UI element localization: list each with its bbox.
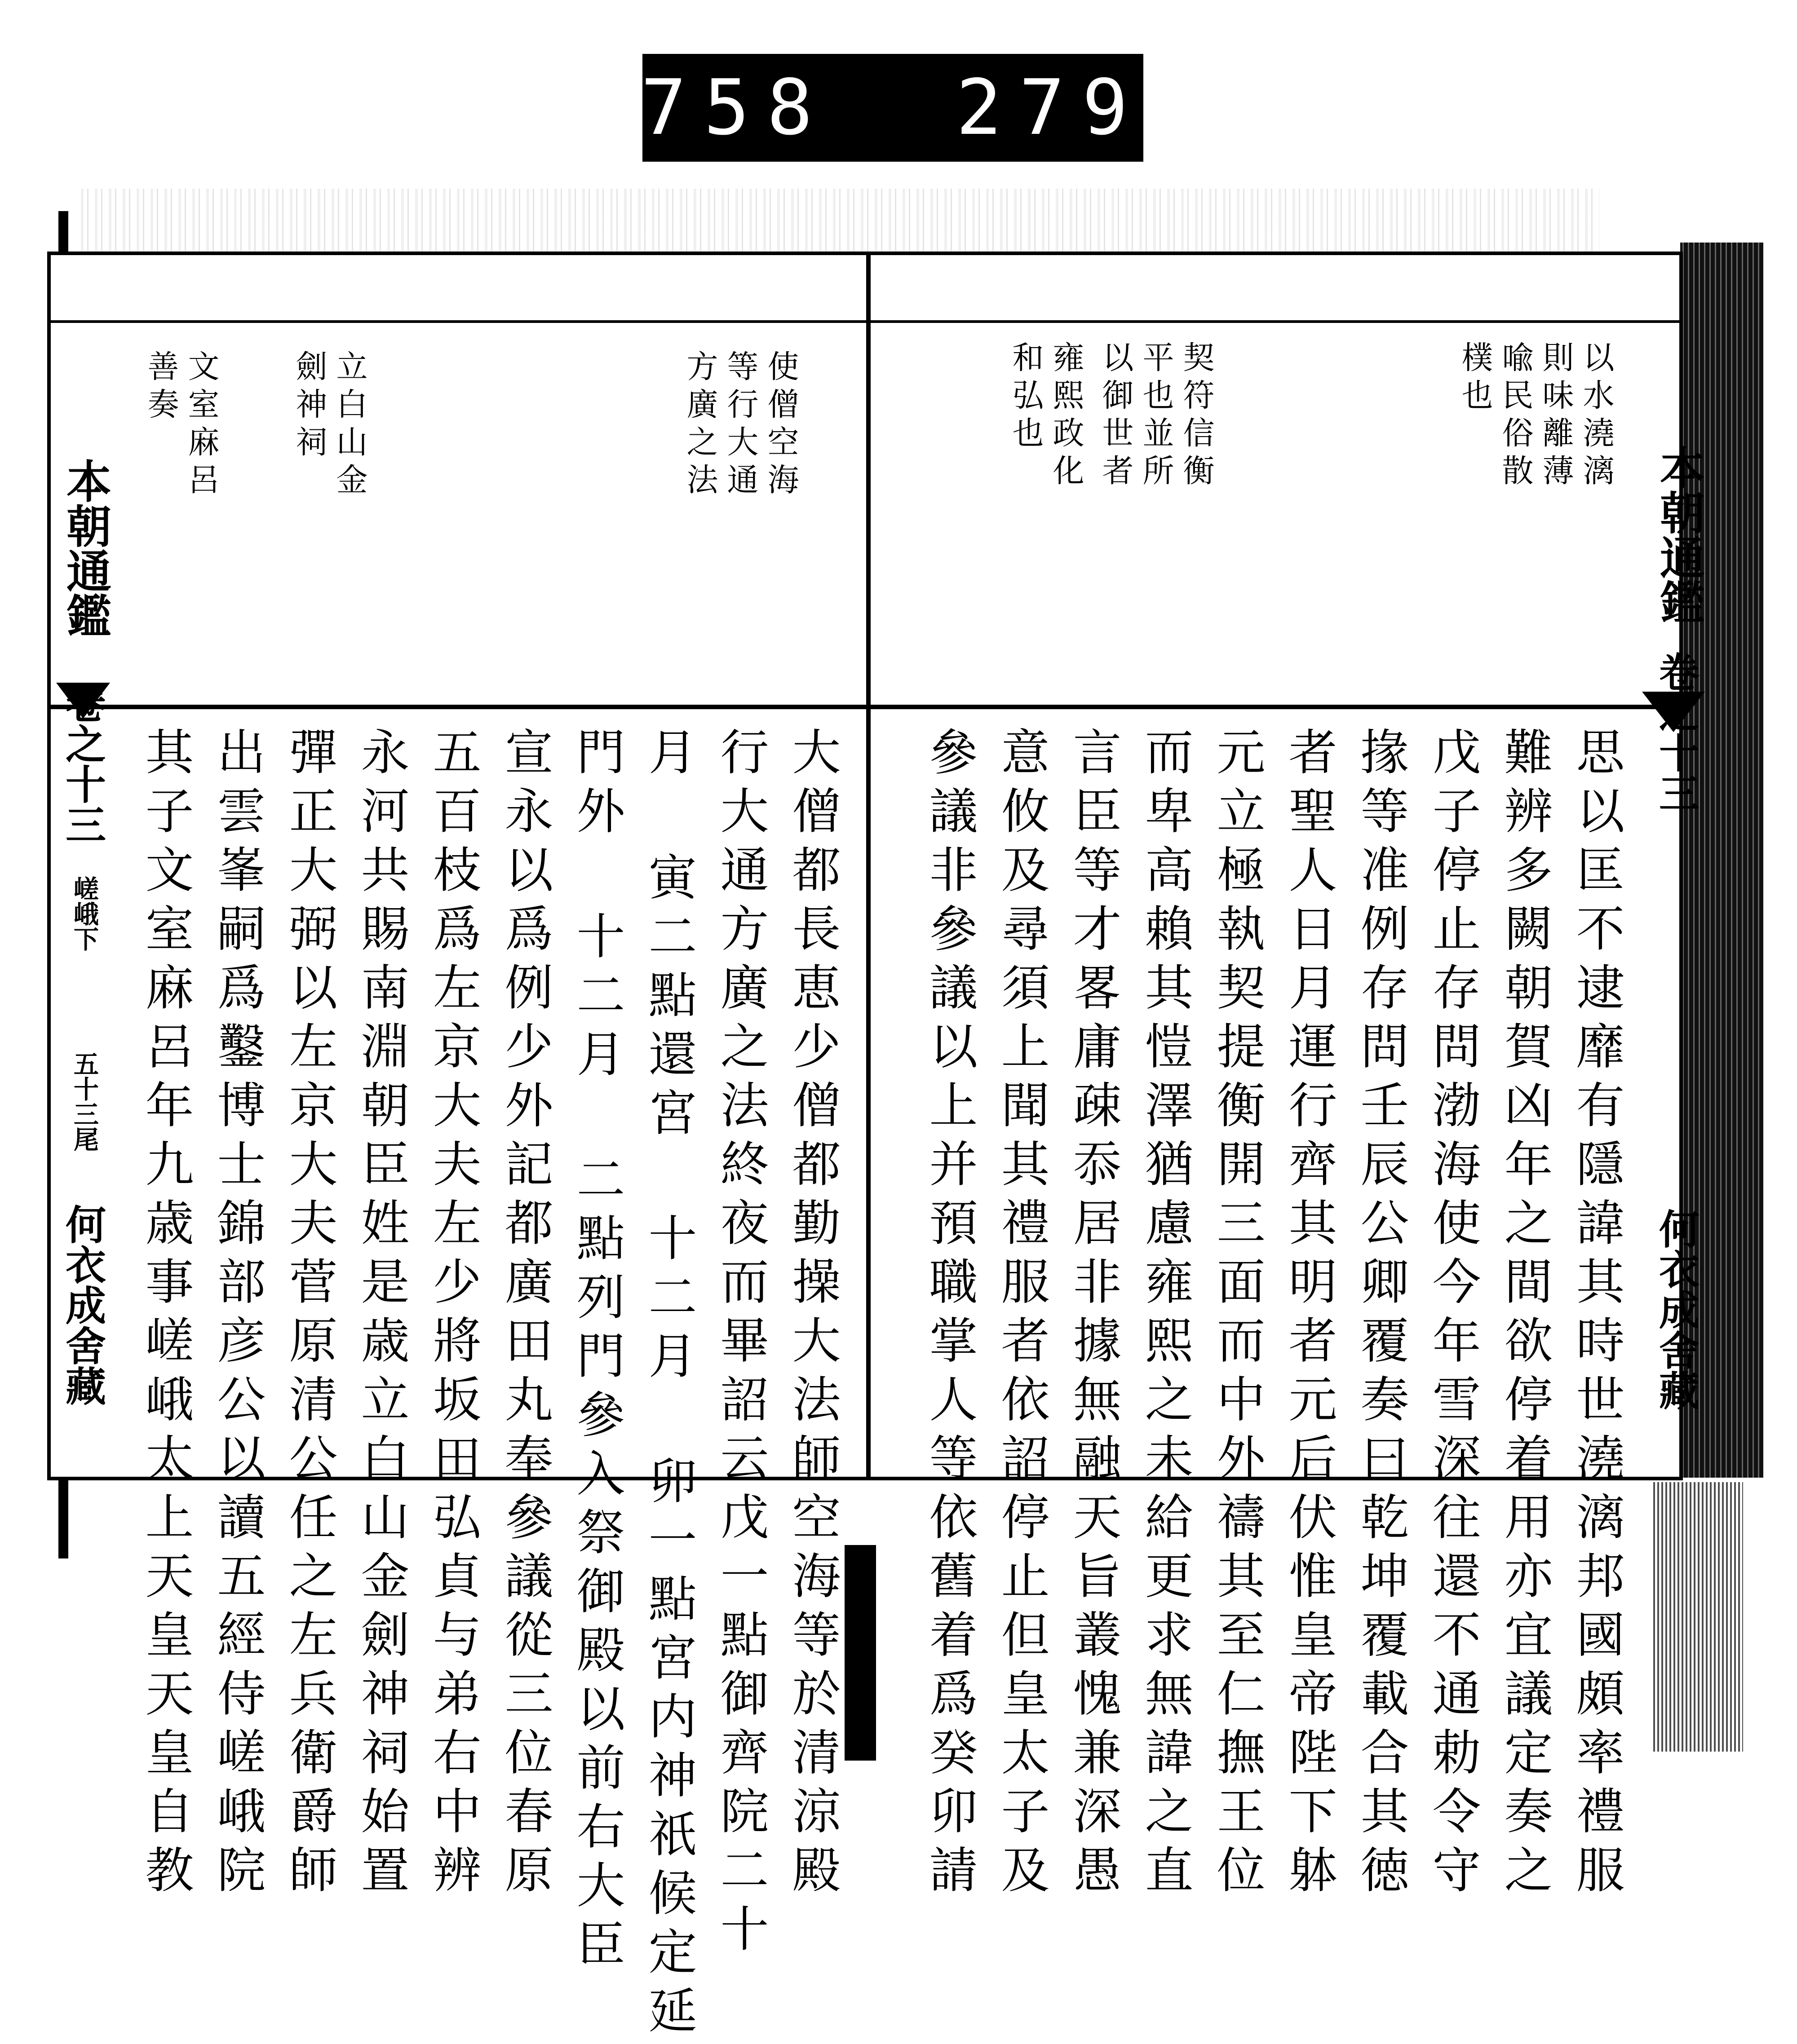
right-headnote-area bbox=[871, 320, 1679, 709]
left-headnote-line: 劍神祠 bbox=[291, 350, 328, 463]
right-body-line: 戊子停止存問渤海使今年雪深往還不通勅令守 bbox=[1424, 727, 1480, 1903]
right-headnote-line: 契符信衡 bbox=[1178, 341, 1215, 492]
right-headnote-line: 平也並所 bbox=[1138, 341, 1174, 492]
fishtail-mark-left bbox=[56, 683, 110, 719]
right-body-line: 難辨多闕朝賀凶年之間欲停着用亦宜議定奏之 bbox=[1496, 727, 1552, 1903]
right-body-line: 元立極執契提衡開三面而中外禱其至仁撫王位 bbox=[1208, 727, 1265, 1903]
left-headnote-line: 文室麻呂 bbox=[183, 350, 220, 501]
right-margin-volume: 卷之十三 bbox=[1652, 651, 1700, 813]
scan-noise-strip bbox=[81, 189, 1599, 256]
left-margin-section: 嵯峨下 bbox=[70, 876, 99, 951]
right-body-text bbox=[871, 709, 1679, 1903]
right-headnote-line: 樸也 bbox=[1456, 341, 1493, 416]
left-headnote-line: 方廣之法 bbox=[682, 350, 718, 501]
left-margin-block bbox=[49, 458, 112, 1491]
right-headnote-line: 以御世者 bbox=[1097, 341, 1134, 492]
left-headnote-line: 善奏 bbox=[142, 350, 179, 425]
left-body-line: 月 寅二點還宮 十二月 卯一點宮内神祇候定延 bbox=[640, 727, 696, 2044]
left-body-line: 門外 十二月 二點列門參入祭御殿以前右大臣 bbox=[568, 727, 624, 1978]
left-margin-volume: 卷之十三 bbox=[58, 683, 106, 844]
left-body-line: 大僧都長恵少僧都勤操大法師空海等於清涼殿 bbox=[784, 727, 840, 1903]
left-body-line: 永河共賜南淵朝臣姓是歳立白山金劍神祠始置 bbox=[353, 727, 409, 1903]
left-headnote-line: 立白山金 bbox=[331, 350, 368, 501]
left-body-line: 行大通方廣之法終夜而畢詔云戊一點御齊院二十 bbox=[712, 727, 768, 1962]
right-headnote-line: 和弘也 bbox=[1007, 341, 1044, 454]
right-margin-title: 本朝通鑑 bbox=[1652, 445, 1705, 624]
left-body-line: 彈正大弼以左京大夫菅原清公任之左兵衛爵師 bbox=[281, 727, 337, 1903]
right-headnote-line: 則味離薄 bbox=[1537, 341, 1574, 492]
right-body-line: 意攸及尋須上聞其禮服者依詔停止但皇太子及 bbox=[993, 727, 1049, 1903]
right-body-line: 思以匡不逮靡有隱諱其時世澆漓邦國頗率禮服 bbox=[1568, 727, 1624, 1903]
right-margin-publisher: 何衣成舍藏 bbox=[1652, 1208, 1700, 1410]
fishtail-mark-right bbox=[1642, 692, 1705, 732]
left-headnote-line: 等行大通 bbox=[722, 350, 759, 501]
right-body-line: 參議非參議以上并預職掌人等依舊着爲癸卯請 bbox=[921, 727, 977, 1903]
right-body-line: 者聖人日月運行齊其明者元后伏惟皇帝陛下躰 bbox=[1280, 727, 1337, 1903]
left-page bbox=[47, 252, 869, 2044]
catalog-number: 758 279 bbox=[641, 63, 1145, 152]
right-headnote-line: 喩民俗散 bbox=[1497, 341, 1534, 492]
left-body-line: 其子文室麻呂年九歳事嵯峨太上天皇天皇自教 bbox=[137, 727, 193, 1903]
right-headnote-line: 以水澆漓 bbox=[1578, 341, 1615, 492]
fore-edge-lower bbox=[1653, 1482, 1743, 1752]
right-body-line: 掾等准例存問壬辰公卿覆奏曰乾坤覆載合其徳 bbox=[1352, 727, 1408, 1903]
left-body-line: 宣永以爲例少外記都廣田丸奉參議從三位春原 bbox=[496, 727, 553, 1903]
right-body-line: 言臣等才畧庸疎忝居非據無融天旨叢愧兼深愚 bbox=[1065, 727, 1121, 1903]
right-margin-block bbox=[1644, 445, 1705, 1478]
right-body-line: 而卑高賴其愷澤猶慮雍熙之未給更求無諱之直 bbox=[1137, 727, 1193, 1903]
catalog-label bbox=[642, 54, 1143, 162]
left-body-line: 五百枝爲左京大夫左少將坂田弘貞与弟右中辨 bbox=[425, 727, 481, 1903]
right-page bbox=[867, 252, 1683, 1903]
left-margin-folio: 五十三尾 bbox=[70, 1051, 99, 1152]
left-headnote-area bbox=[51, 320, 866, 709]
left-headnote-line: 使僧空海 bbox=[762, 350, 799, 501]
gutter-shadow bbox=[845, 1545, 876, 1761]
left-margin-title: 本朝通鑑 bbox=[59, 458, 112, 638]
left-margin-publisher: 何衣成舍藏 bbox=[58, 1204, 106, 1406]
right-headnote-line: 雍熙政化 bbox=[1048, 341, 1084, 492]
left-body-line: 出雲峯嗣爲鑿博士錦部彦公以讀五經侍嵯峨院 bbox=[209, 727, 265, 1903]
left-body-text bbox=[51, 709, 866, 2044]
